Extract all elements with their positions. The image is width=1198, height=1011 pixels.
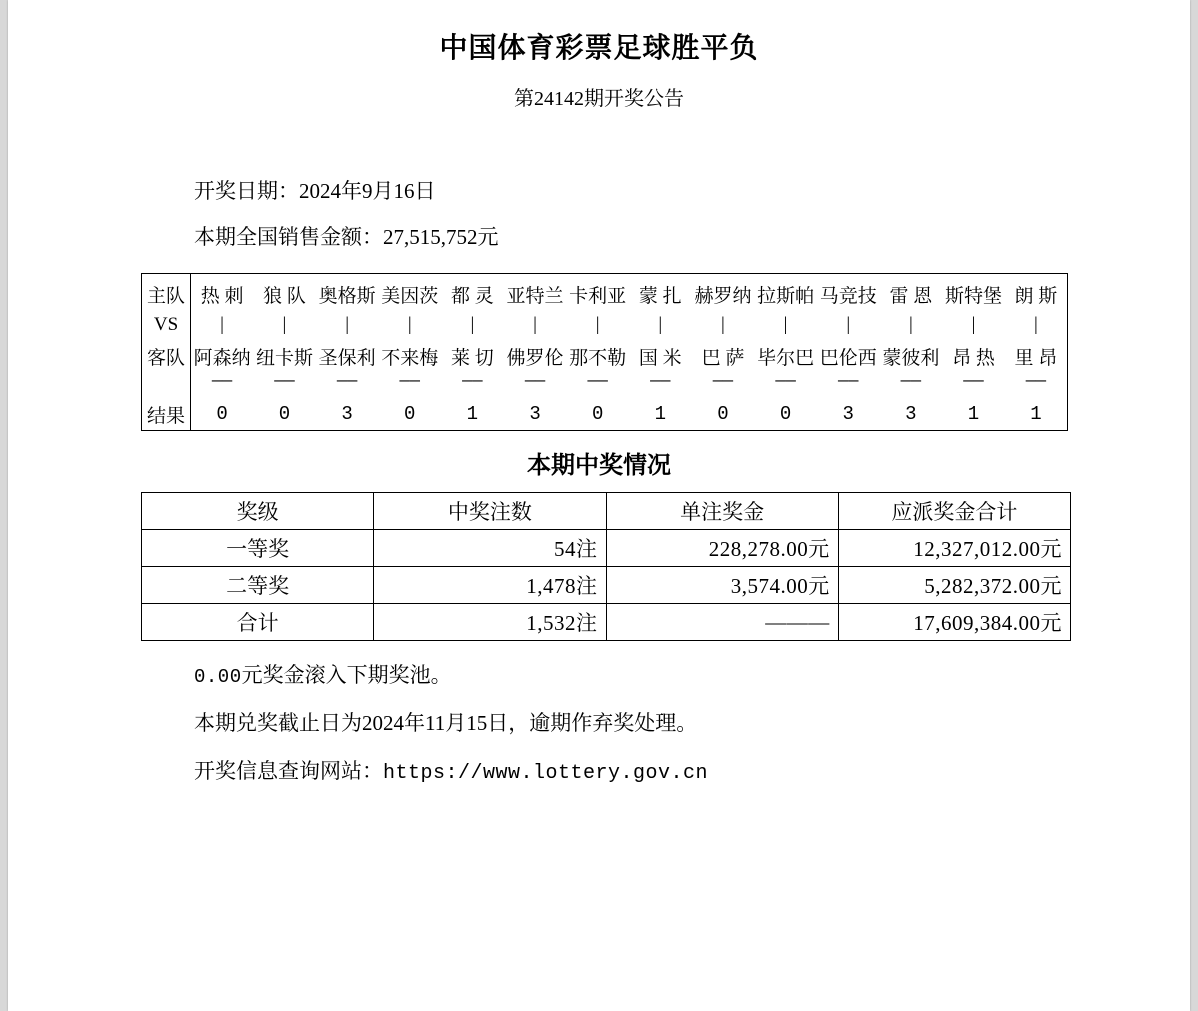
home-team: 狼 队: [263, 285, 306, 307]
deadline-note: 本期兑奖截止日为2024年11月15日，逾期作弃奖处理。: [194, 711, 698, 735]
away-team: 纽卡斯: [255, 347, 313, 369]
table-row: [142, 604, 1071, 641]
match-table-wrapper: [141, 273, 1068, 431]
separator: ——: [900, 372, 922, 391]
prize-count: 1,478注: [374, 567, 606, 604]
table-row-result: [142, 398, 1068, 431]
match-result: 1: [466, 403, 479, 425]
row-label-result: 结果: [142, 398, 191, 431]
home-team: 拉斯帕: [757, 285, 815, 307]
row-label-vs: VS: [142, 310, 191, 340]
match-result: 0: [717, 403, 729, 425]
prize-total: 12,327,012.00元: [838, 530, 1070, 567]
prize-level: 合计: [142, 604, 374, 641]
separator: ——: [1025, 372, 1047, 391]
vs-bar: |: [407, 314, 412, 335]
home-team: 雷 恩: [889, 285, 933, 307]
table-row-away: [142, 340, 1068, 372]
prize-level: 二等奖: [142, 567, 374, 604]
separator: ——: [775, 372, 796, 391]
match-result: 3: [341, 403, 353, 425]
separator: ——: [963, 372, 984, 391]
vs-bar: |: [971, 314, 976, 335]
prize-table: [141, 492, 1071, 641]
away-team: 里 昂: [1014, 347, 1058, 369]
prize-level: 一等奖: [142, 530, 374, 567]
website-url[interactable]: https://www.lottery.gov.cn: [383, 762, 709, 785]
vs-bar: |: [470, 314, 475, 335]
vs-bar: |: [721, 314, 725, 335]
away-team: 巴 萨: [701, 347, 745, 369]
away-team: 那不勒: [569, 347, 627, 369]
website-line: [194, 755, 1190, 785]
match-table: [141, 273, 1068, 431]
home-team: 奥格斯: [318, 285, 376, 307]
match-result: 1: [967, 403, 980, 425]
match-result: 1: [654, 403, 666, 425]
separator: ——: [524, 372, 546, 391]
match-result: 0: [591, 403, 604, 425]
vs-bar: |: [846, 314, 851, 335]
separator: ——: [838, 372, 859, 391]
column-header-total: 应派奖金合计: [838, 493, 1070, 530]
match-result: 3: [842, 403, 854, 425]
away-team: 国 米: [638, 347, 682, 369]
document-page: [8, 0, 1190, 1011]
column-header-count: 中奖注数: [374, 493, 606, 530]
away-team: 昂 热: [952, 347, 995, 369]
prize-total: 5,282,372.00元: [838, 567, 1070, 604]
sales-amount: 本期全国销售金额：27,515,752元: [194, 225, 499, 249]
table-row-home: [142, 274, 1068, 311]
prize-single: 3,574.00元: [606, 567, 838, 604]
home-team: 马竞技: [819, 285, 877, 307]
section-title: 本期中奖情况: [527, 453, 671, 479]
website-label: 开奖信息查询网站：: [194, 759, 383, 783]
separator: ——: [712, 372, 734, 391]
vs-bar: |: [783, 314, 788, 335]
prize-count: 1,532注: [374, 604, 606, 641]
separator: ——: [211, 372, 233, 391]
separator: ——: [274, 372, 295, 391]
vs-bar: |: [220, 314, 224, 335]
match-result: 0: [216, 403, 228, 425]
home-team: 赫罗纳: [694, 285, 752, 307]
away-team: 莱 切: [451, 347, 494, 369]
home-team: 都 灵: [451, 285, 494, 307]
separator: ——: [650, 372, 671, 391]
draw-date: 开奖日期：2024年9月16日: [194, 179, 436, 203]
away-team: 不来梅: [381, 347, 439, 369]
vs-bar: |: [345, 314, 349, 335]
prize-total: 17,609,384.00元: [838, 604, 1070, 641]
match-result: 3: [905, 403, 917, 425]
home-team: 美因茨: [381, 285, 439, 307]
vs-bar: |: [533, 314, 537, 335]
away-team: 蒙彼利: [882, 347, 940, 369]
table-row: [142, 530, 1071, 567]
home-team: 蒙 扎: [638, 285, 682, 307]
away-team: 阿森纳: [193, 347, 251, 369]
prize-count: 54注: [374, 530, 606, 567]
column-header-level: 奖级: [142, 493, 374, 530]
separator: ——: [587, 372, 608, 391]
row-label-home: 主队: [142, 274, 191, 311]
rollover-amount: 0.00: [194, 666, 242, 688]
vs-bar: |: [658, 314, 663, 335]
match-result: 0: [779, 403, 792, 425]
page-subtitle: 第24142期开奖公告: [514, 88, 684, 110]
vs-bar: |: [908, 314, 913, 335]
table-row: [142, 567, 1071, 604]
vs-bar: |: [282, 314, 287, 335]
prize-single: 228,278.00元: [606, 530, 838, 567]
table-row-separator: [142, 372, 1068, 398]
row-label-spacer: [142, 372, 191, 398]
rollover-note: [194, 659, 1190, 689]
away-team: 圣保利: [318, 347, 376, 369]
rollover-text: 元奖金滚入下期奖池。: [241, 663, 452, 687]
separator: ——: [462, 372, 483, 391]
vs-bar: |: [595, 314, 600, 335]
separator: ——: [399, 372, 420, 391]
vs-bar: |: [1034, 314, 1038, 335]
match-result: 0: [404, 403, 416, 425]
table-header-row: [142, 493, 1071, 530]
page-title: 中国体育彩票足球胜平负: [439, 33, 759, 64]
row-label-away: 客队: [142, 340, 191, 372]
match-result: 3: [529, 403, 541, 425]
away-team: 毕尔巴: [757, 347, 815, 369]
prize-single: ———: [606, 604, 838, 641]
match-result: 0: [278, 403, 291, 425]
home-team: 卡利亚: [569, 285, 627, 307]
separator: ——: [336, 372, 358, 391]
match-result: 1: [1030, 403, 1042, 425]
home-team: 朗 斯: [1014, 285, 1058, 307]
home-team: 热 刺: [200, 285, 244, 307]
away-team: 佛罗伦: [506, 347, 564, 369]
table-row-vs: [142, 310, 1068, 340]
home-team: 斯特堡: [945, 285, 1003, 307]
home-team: 亚特兰: [506, 285, 564, 307]
column-header-single: 单注奖金: [606, 493, 838, 530]
away-team: 巴伦西: [819, 347, 877, 369]
